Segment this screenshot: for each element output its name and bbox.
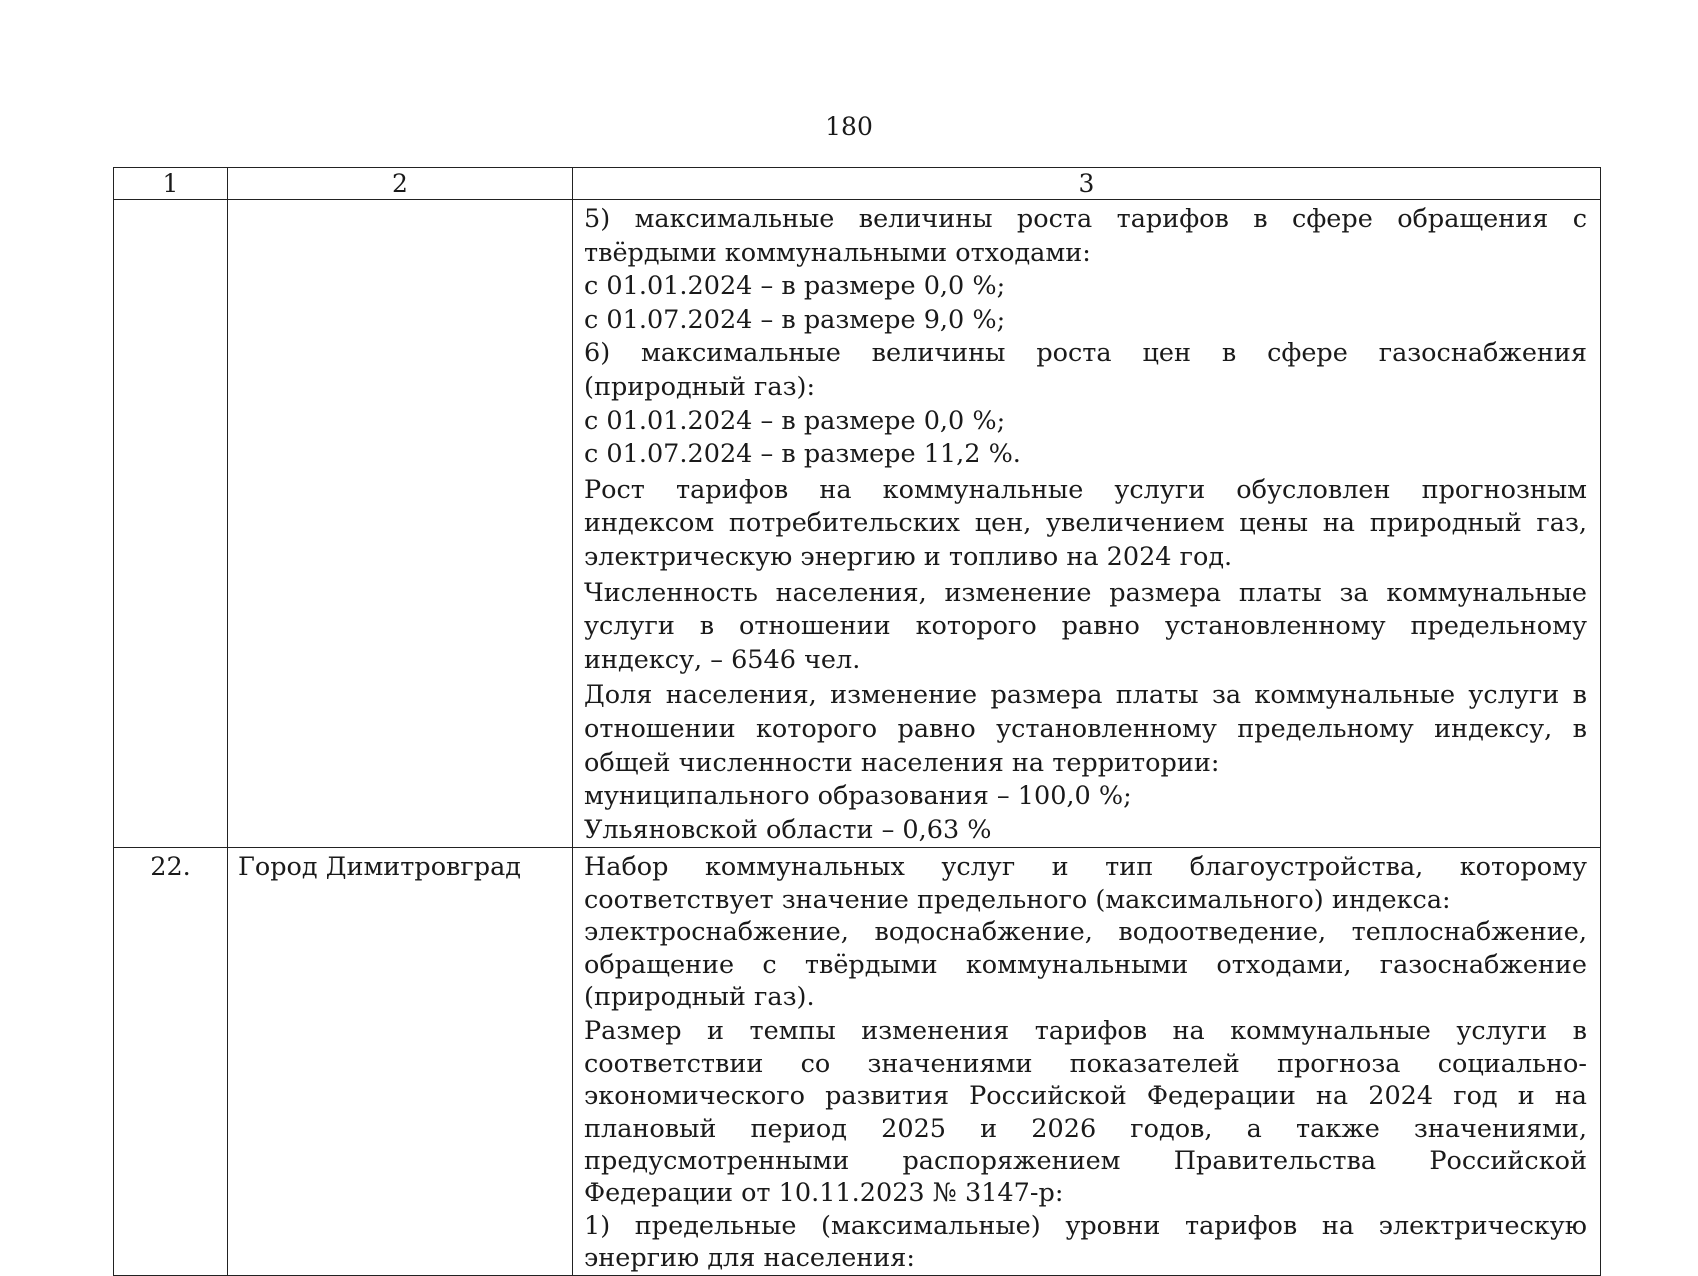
municipality-name: Город Димитровград xyxy=(228,848,573,1275)
paragraph: Размер и темпы изменения тарифов на коммунальные услуги в соответствии со значениями показателей прогноза социально-экономического развития Российской Федерации на 2024 год и на плановый период 2025 и 2026 годов, а также значениями, предусмотренными распоряжением Правительства Российской Федерации от 10.11.2023 № 3147-р: xyxy=(584,1016,1587,1209)
column-header-3: 3 xyxy=(573,168,1601,200)
paragraph: электроснабжение, водоснабжение, водоотведение, теплоснабжение, обращение с твёрдыми коммунальными отходами, газоснабжение (природный газ). xyxy=(584,917,1587,1012)
paragraph: Ульяновской области – 0,63 % xyxy=(584,814,992,845)
table-row xyxy=(114,200,1601,848)
paragraph: 6) максимальные величины роста цен в сфере газоснабжения (природный газ): xyxy=(584,338,1587,402)
description-cell xyxy=(573,200,1601,848)
paragraph: с 01.01.2024 – в размере 0,0 %; xyxy=(584,405,1006,436)
paragraph: Численность населения, изменение размера платы за коммунальные услуги в отношении которого равно установленному предельному индексу, – 6546 чел. xyxy=(584,577,1587,675)
row-number: 22. xyxy=(114,848,228,1275)
description-cell xyxy=(573,848,1601,1275)
paragraph: Набор коммунальных услуг и тип благоустройства, которому соответствует значение предельного (максимального) индекса: xyxy=(584,852,1587,915)
paragraph: муниципального образования – 100,0 %; xyxy=(584,781,1132,812)
table-header-row xyxy=(114,168,1601,200)
paragraph: 1) предельные (максимальные) уровни тарифов на электрическую энергию для населения: xyxy=(584,1210,1587,1274)
municipality-name xyxy=(228,200,573,848)
column-header-1: 1 xyxy=(114,168,228,200)
table-row xyxy=(114,848,1601,1275)
column-header-2: 2 xyxy=(228,168,573,200)
row-number xyxy=(114,200,228,848)
paragraph: с 01.01.2024 – в размере 0,0 %; xyxy=(584,271,1006,302)
page-number: 180 xyxy=(825,112,873,141)
paragraph: 5) максимальные величины роста тарифов в сфере обращения с твёрдыми коммунальными отходами: xyxy=(584,204,1587,268)
paragraph: с 01.07.2024 – в размере 11,2 %. xyxy=(584,439,1021,470)
index-table xyxy=(113,167,1601,1276)
paragraph: с 01.07.2024 – в размере 9,0 %; xyxy=(584,304,1006,335)
paragraph: Доля населения, изменение размера платы за коммунальные услуги в отношении которого равно установленному предельному индексу, в общей численности населения на территории: xyxy=(584,680,1587,778)
paragraph: Рост тарифов на коммунальные услуги обусловлен прогнозным индексом потребительских цен, увеличением цены на природный газ, электрическую энергию и топливо на 2024 год. xyxy=(584,474,1587,572)
